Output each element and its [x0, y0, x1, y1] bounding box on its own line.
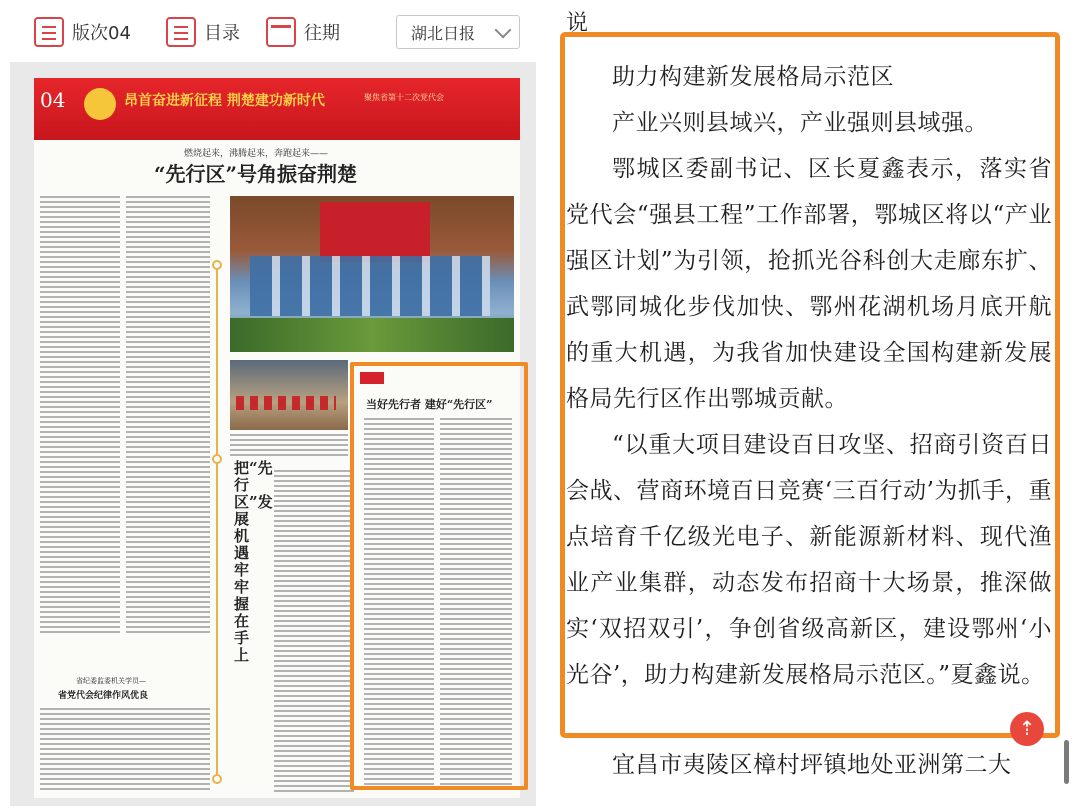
page-headline[interactable]: “先行区”号角振奋荆楚 — [154, 162, 358, 186]
scroll-to-top-icon[interactable]: ⇡ — [1010, 712, 1044, 746]
newspaper-page-viewer[interactable] — [10, 62, 536, 806]
scrollbar[interactable] — [1064, 740, 1069, 784]
archive-label: 往期 — [304, 23, 340, 44]
selected-article-highlight[interactable] — [350, 362, 528, 790]
bottom-kicker: 省纪委监委机关学员— — [76, 677, 146, 685]
team-photo — [230, 196, 514, 352]
text-column[interactable] — [40, 196, 120, 636]
article-paragraph: 鄂城区委副书记、区长夏鑫表示，落实省党代会“强县工程”工作部署，鄂城区将以“产业强区计划”为引领，抢抓光谷科创大走廊东扩、武鄂同城化步伐加快、鄂州花湖机场月底开航的重大机遇，为我省加快建设全国构建新发展格局先行区作出鄂城贡献。 — [566, 156, 1052, 412]
meeting-photo — [230, 360, 348, 430]
timeline-dot — [212, 774, 222, 784]
toolbar — [0, 0, 540, 62]
timeline-dot — [212, 454, 222, 464]
timeline-line — [216, 264, 218, 784]
list-icon — [166, 17, 196, 47]
party-emblem-icon — [84, 88, 116, 120]
newspaper-select[interactable] — [396, 15, 520, 49]
article-reader[interactable] — [540, 0, 1080, 810]
calendar-icon — [266, 17, 296, 47]
previous-paragraph-tail: 说 — [566, 11, 589, 36]
newspaper-select-value: 湖北日报 — [411, 23, 476, 43]
quote-highlight-box — [560, 32, 1060, 738]
page-number: 04 — [40, 88, 66, 112]
page-banner — [34, 78, 520, 140]
next-paragraph: 宜昌市夷陵区樟村坪镇地处亚洲第二大 — [612, 752, 1012, 778]
archive-button[interactable] — [266, 14, 340, 50]
newspaper-page-icon — [34, 17, 64, 47]
contents-label: 目录 — [204, 23, 240, 44]
photo-caption — [230, 434, 348, 456]
banner-slogan: 昂首奋进新征程 荆楚建功新时代 — [124, 93, 325, 109]
edition-label: 版次04 — [72, 23, 131, 44]
timeline-dot — [212, 260, 222, 270]
edition-button[interactable] — [34, 14, 131, 50]
headline-kicker: 燃烧起来，沸腾起来，奔跑起来—— — [184, 149, 329, 159]
text-column[interactable] — [40, 708, 210, 792]
article-paragraph: 产业兴则县域兴，产业强则县域强。 — [612, 110, 988, 136]
section-subheading: 助力构建新发展格局示范区 — [612, 64, 894, 90]
bottom-headline[interactable]: 省党代会纪律作风优良 — [58, 691, 149, 701]
article-paragraph: “以重大项目建设百日攻坚、招商引资百日会战、营商环境百日竞赛‘三百行动’为抓手，重点培育千亿级光电子、新能源新材料、现代渔业产业集群，动态发布招商十大场景，推深做实‘双招双引’，争创省级高新区，建设鄂州‘小光谷’，助力构建新发展格局示范区。”夏鑫说。 — [566, 432, 1052, 688]
contents-button[interactable] — [166, 14, 240, 50]
text-column[interactable] — [126, 196, 210, 636]
text-column[interactable] — [274, 470, 354, 794]
chevron-down-icon — [495, 22, 512, 39]
vertical-headline[interactable]: 把“先行区”发展机遇牢牢握在手上 — [234, 459, 273, 664]
article-title[interactable]: 当好先行者 建好“先行区” — [366, 398, 493, 411]
banner-subtitle: 聚焦省第十二次党代会 — [364, 93, 444, 102]
